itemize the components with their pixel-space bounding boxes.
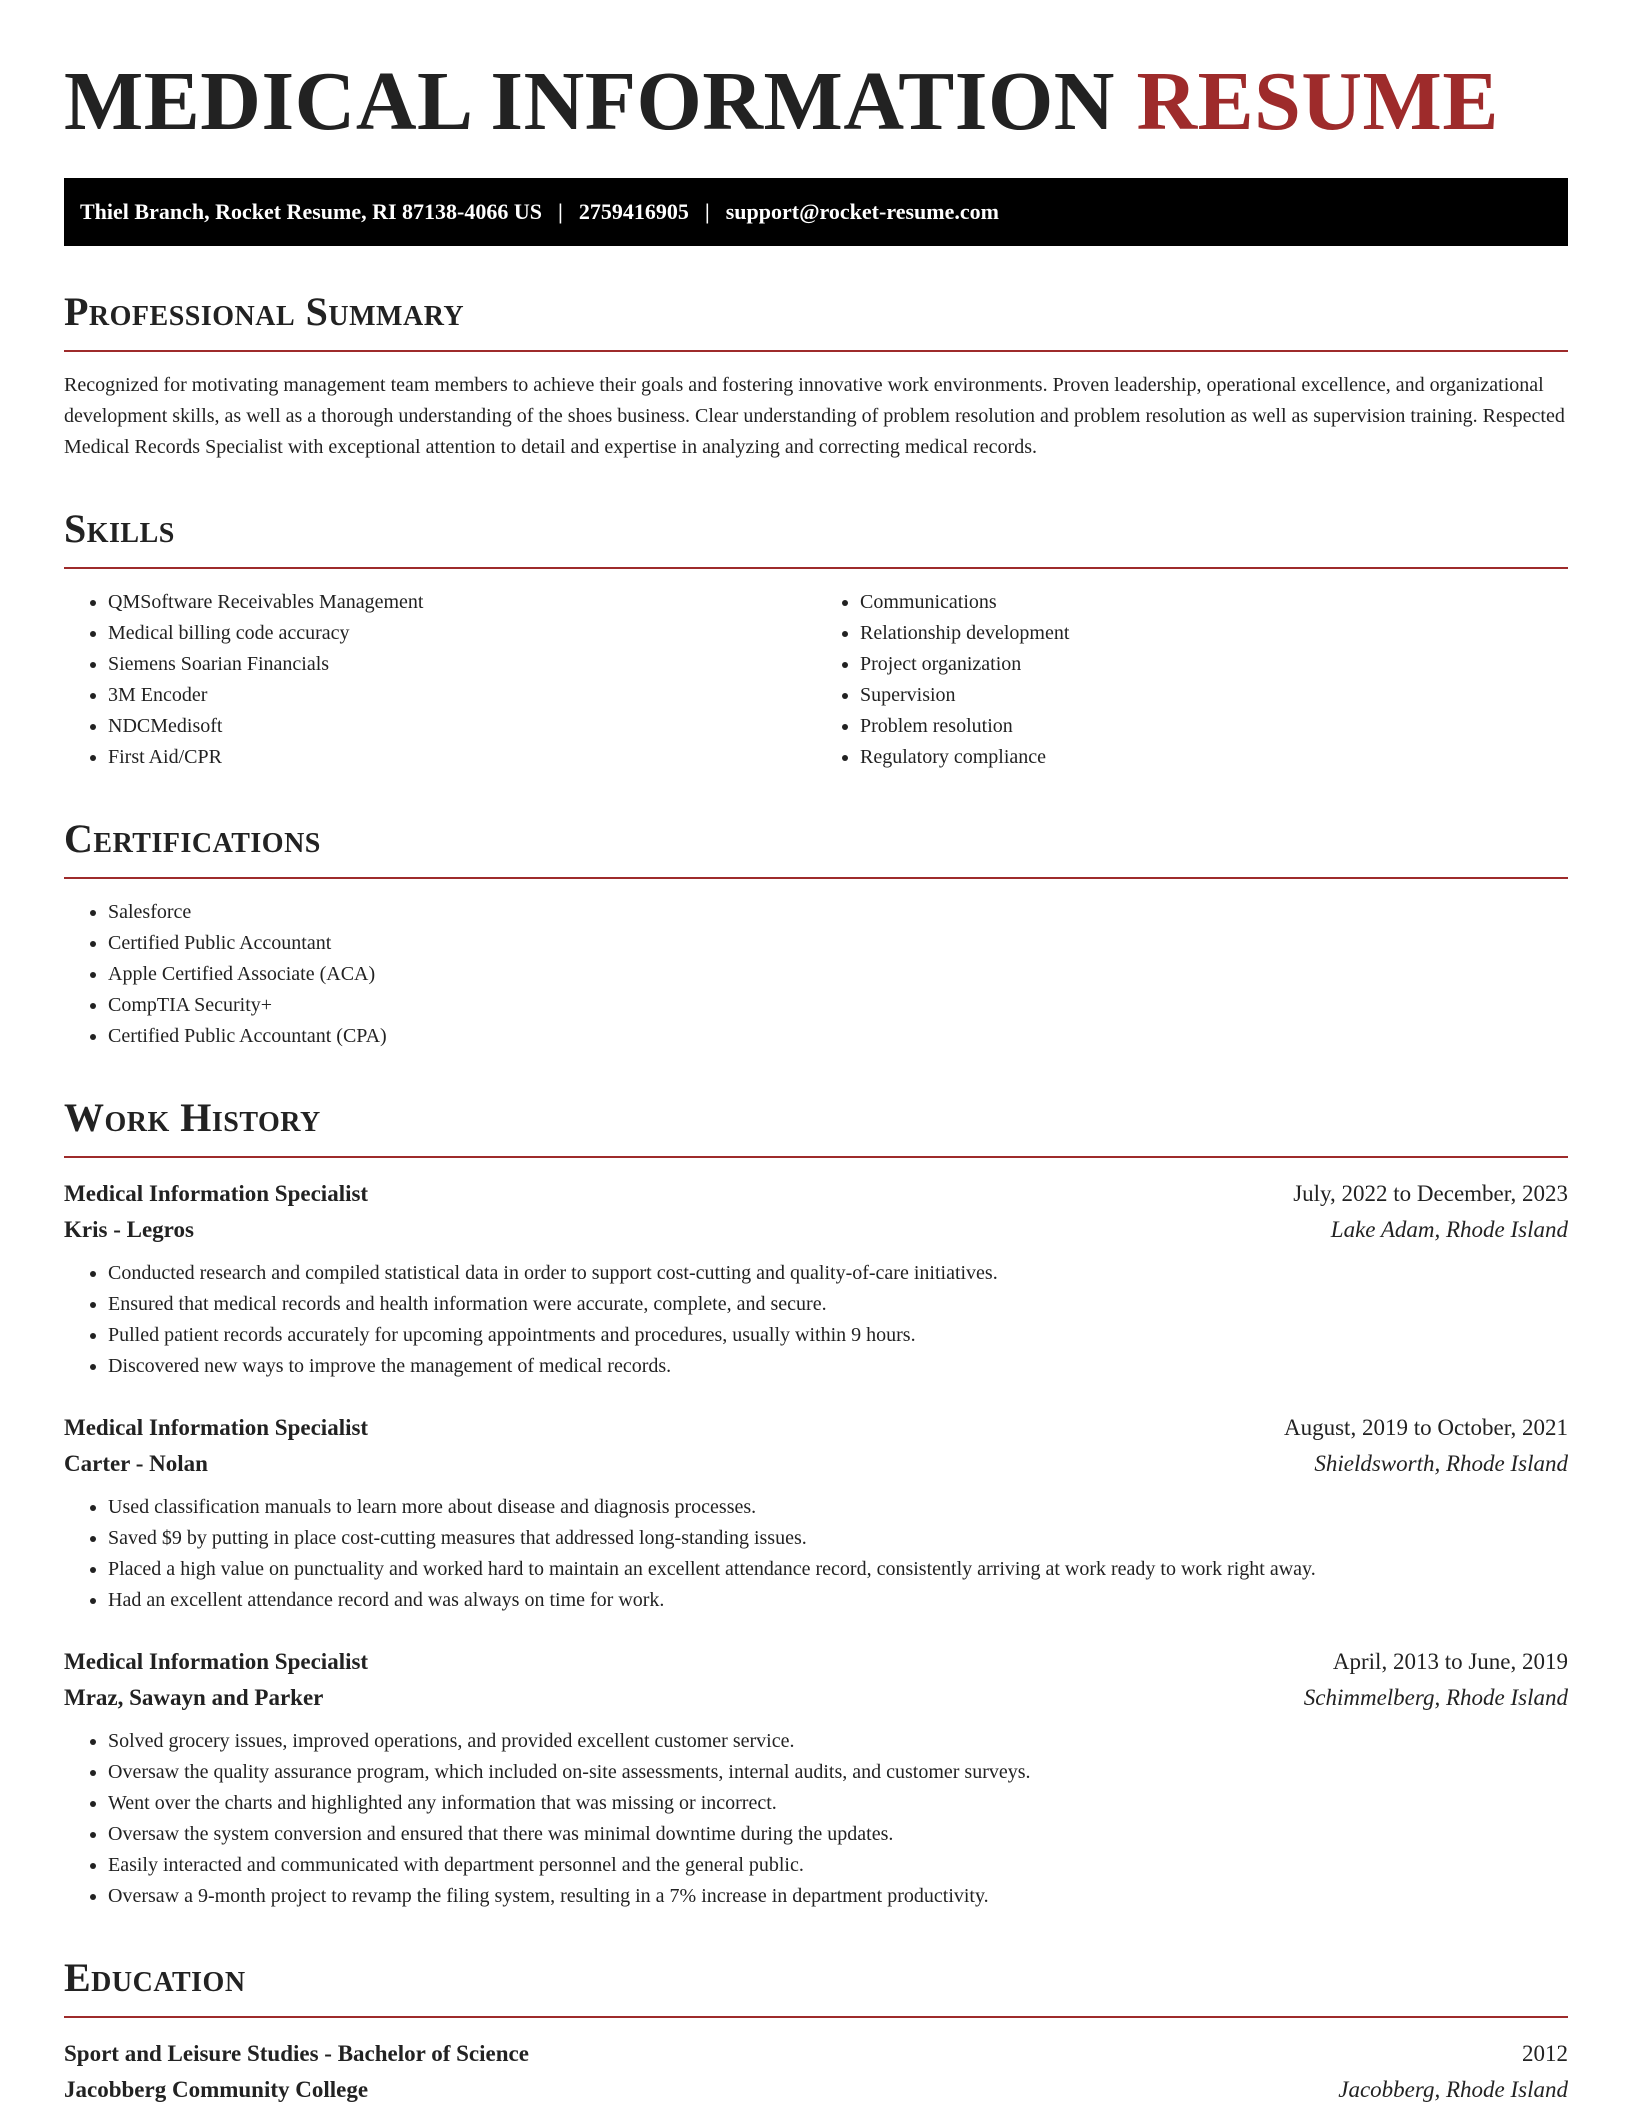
job-location: Shieldsworth, Rhode Island xyxy=(1314,1451,1568,1476)
job-dates: August, 2019 to October, 2021 xyxy=(1284,1415,1568,1440)
section-divider xyxy=(64,350,1568,352)
skill-item: • Communications xyxy=(860,587,1568,618)
skill-item: • Siemens Soarian Financials xyxy=(108,649,816,680)
skills-list-right xyxy=(816,587,1568,773)
job-company: Mraz, Sawayn and Parker xyxy=(64,1685,324,1710)
certification-item: • Apple Certified Associate (ACA) xyxy=(108,959,1568,990)
section-heading: Education xyxy=(64,1955,246,2000)
skills-section xyxy=(64,507,1568,773)
contact-phone: 2759416905 xyxy=(578,199,689,224)
job-dates: April, 2013 to June, 2019 xyxy=(1332,1649,1568,1674)
certification-item: • Certified Public Accountant (CPA) xyxy=(108,1021,1568,1052)
job-company: Carter - Nolan xyxy=(64,1451,208,1476)
job-bullets xyxy=(64,1258,1568,1382)
job-bullet: • Oversaw the quality assurance program, which included on-site assessments, internal audits, and customer surveys. xyxy=(108,1757,1568,1788)
job-bullet: • Had an excellent attendance record and was always on time for work. xyxy=(108,1585,1568,1616)
skill-item: • Medical billing code accuracy xyxy=(108,618,816,649)
job-location: Schimmelberg, Rhode Island xyxy=(1303,1685,1568,1710)
job-company-row xyxy=(64,1446,1568,1482)
resume-title xyxy=(64,55,1568,148)
education-school-row xyxy=(64,2072,1568,2108)
job-header-row xyxy=(64,1644,1568,1680)
section-heading: Skills xyxy=(64,506,175,551)
certification-item: • CompTIA Security+ xyxy=(108,990,1568,1021)
contact-bar xyxy=(64,178,1568,246)
certification-item: • Salesforce xyxy=(108,897,1568,928)
job-bullet: • Conducted research and compiled statistical data in order to support cost-cutting and quality-of-care initiatives. xyxy=(108,1258,1568,1289)
section-divider xyxy=(64,567,1568,569)
job-company-row xyxy=(64,1680,1568,1716)
job-bullet: • Ensured that medical records and health information were accurate, complete, and secure. xyxy=(108,1289,1568,1320)
title-main: MEDICAL INFORMATION xyxy=(64,55,1115,148)
skill-item: • 3M Encoder xyxy=(108,680,816,711)
skills-list-left xyxy=(64,587,816,773)
job-dates: July, 2022 to December, 2023 xyxy=(1293,1181,1568,1206)
summary-section xyxy=(64,290,1568,463)
job-bullet: • Easily interacted and communicated with department personnel and the general public. xyxy=(108,1850,1568,1881)
skill-item: • Regulatory compliance xyxy=(860,742,1568,773)
skills-columns xyxy=(64,587,1568,773)
section-divider xyxy=(64,2016,1568,2018)
skill-item: • QMSoftware Receivables Management xyxy=(108,587,816,618)
job-title: Medical Information Specialist xyxy=(64,1415,369,1440)
job-header-row xyxy=(64,1410,1568,1446)
skill-item: • NDCMedisoft xyxy=(108,711,816,742)
job-bullet: • Placed a high value on punctuality and worked hard to maintain an excellent attendance record, consistently arriving at work ready to work right away. xyxy=(108,1554,1568,1585)
job-location: Lake Adam, Rhode Island xyxy=(1330,1217,1568,1242)
job-bullet: • Discovered new ways to improve the management of medical records. xyxy=(108,1351,1568,1382)
skill-item: • Problem resolution xyxy=(860,711,1568,742)
job-bullet: • Went over the charts and highlighted any information that was missing or incorrect. xyxy=(108,1788,1568,1819)
section-heading: Professional Summary xyxy=(64,289,465,334)
skill-item: • Project organization xyxy=(860,649,1568,680)
contact-address: Thiel Branch, Rocket Resume, RI 87138-4066 US xyxy=(80,199,542,224)
job-bullet: • Oversaw the system conversion and ensured that there was minimal downtime during the updates. xyxy=(108,1819,1568,1850)
contact-separator: | xyxy=(704,199,710,224)
section-heading: Certifications xyxy=(64,816,321,861)
job-bullet: • Saved $9 by putting in place cost-cutting measures that addressed long-standing issues. xyxy=(108,1523,1568,1554)
job-bullet: • Oversaw a 9-month project to revamp the filing system, resulting in a 7% increase in department productivity. xyxy=(108,1881,1568,1912)
job-company: Kris - Legros xyxy=(64,1217,194,1242)
summary-text: Recognized for motivating management team members to achieve their goals and fostering innovative work environments. Proven leadership, operational excellence, and organizational development skills, as well as a thorough understanding of the shoes business. Clear understanding of problem resolution and problem resolution as well as supervision training. Respected Medical Records Specialist with exceptional attention to detail and expertise in analyzing and correcting medical records. xyxy=(64,374,1565,458)
job-bullet: • Solved grocery issues, improved operations, and provided excellent customer service. xyxy=(108,1726,1568,1757)
skill-item: • First Aid/CPR xyxy=(108,742,816,773)
education-year: 2012 xyxy=(1522,2041,1568,2066)
job-bullets xyxy=(64,1726,1568,1912)
job-bullet: • Pulled patient records accurately for upcoming appointments and procedures, usually within 9 hours. xyxy=(108,1320,1568,1351)
section-heading: Work History xyxy=(64,1095,321,1140)
job-header-row xyxy=(64,1176,1568,1212)
job-bullets xyxy=(64,1492,1568,1616)
education-degree-row xyxy=(64,2036,1568,2072)
section-divider xyxy=(64,877,1568,879)
certifications-list xyxy=(64,897,1568,1052)
skill-item: • Relationship development xyxy=(860,618,1568,649)
contact-separator: | xyxy=(558,199,563,224)
job-title: Medical Information Specialist xyxy=(64,1649,369,1674)
education-degree: Sport and Leisure Studies - Bachelor of Science xyxy=(64,2041,529,2066)
job-title: Medical Information Specialist xyxy=(64,1181,369,1206)
title-accent: RESUME xyxy=(1136,55,1499,148)
work-history-section xyxy=(64,1096,1568,1912)
skill-item: • Supervision xyxy=(860,680,1568,711)
contact-email: support@rocket-resume.com xyxy=(725,199,999,224)
job-entry xyxy=(64,1176,1568,1382)
certifications-section xyxy=(64,817,1568,1052)
job-company-row xyxy=(64,1212,1568,1248)
certification-item: • Certified Public Accountant xyxy=(108,928,1568,959)
education-location: Jacobberg, Rhode Island xyxy=(1338,2077,1568,2102)
section-divider xyxy=(64,1156,1568,1158)
education-section xyxy=(64,1956,1568,2108)
job-entry xyxy=(64,1410,1568,1616)
job-bullet: • Used classification manuals to learn more about disease and diagnosis processes. xyxy=(108,1492,1568,1523)
job-entry xyxy=(64,1644,1568,1912)
education-school: Jacobberg Community College xyxy=(64,2077,369,2102)
